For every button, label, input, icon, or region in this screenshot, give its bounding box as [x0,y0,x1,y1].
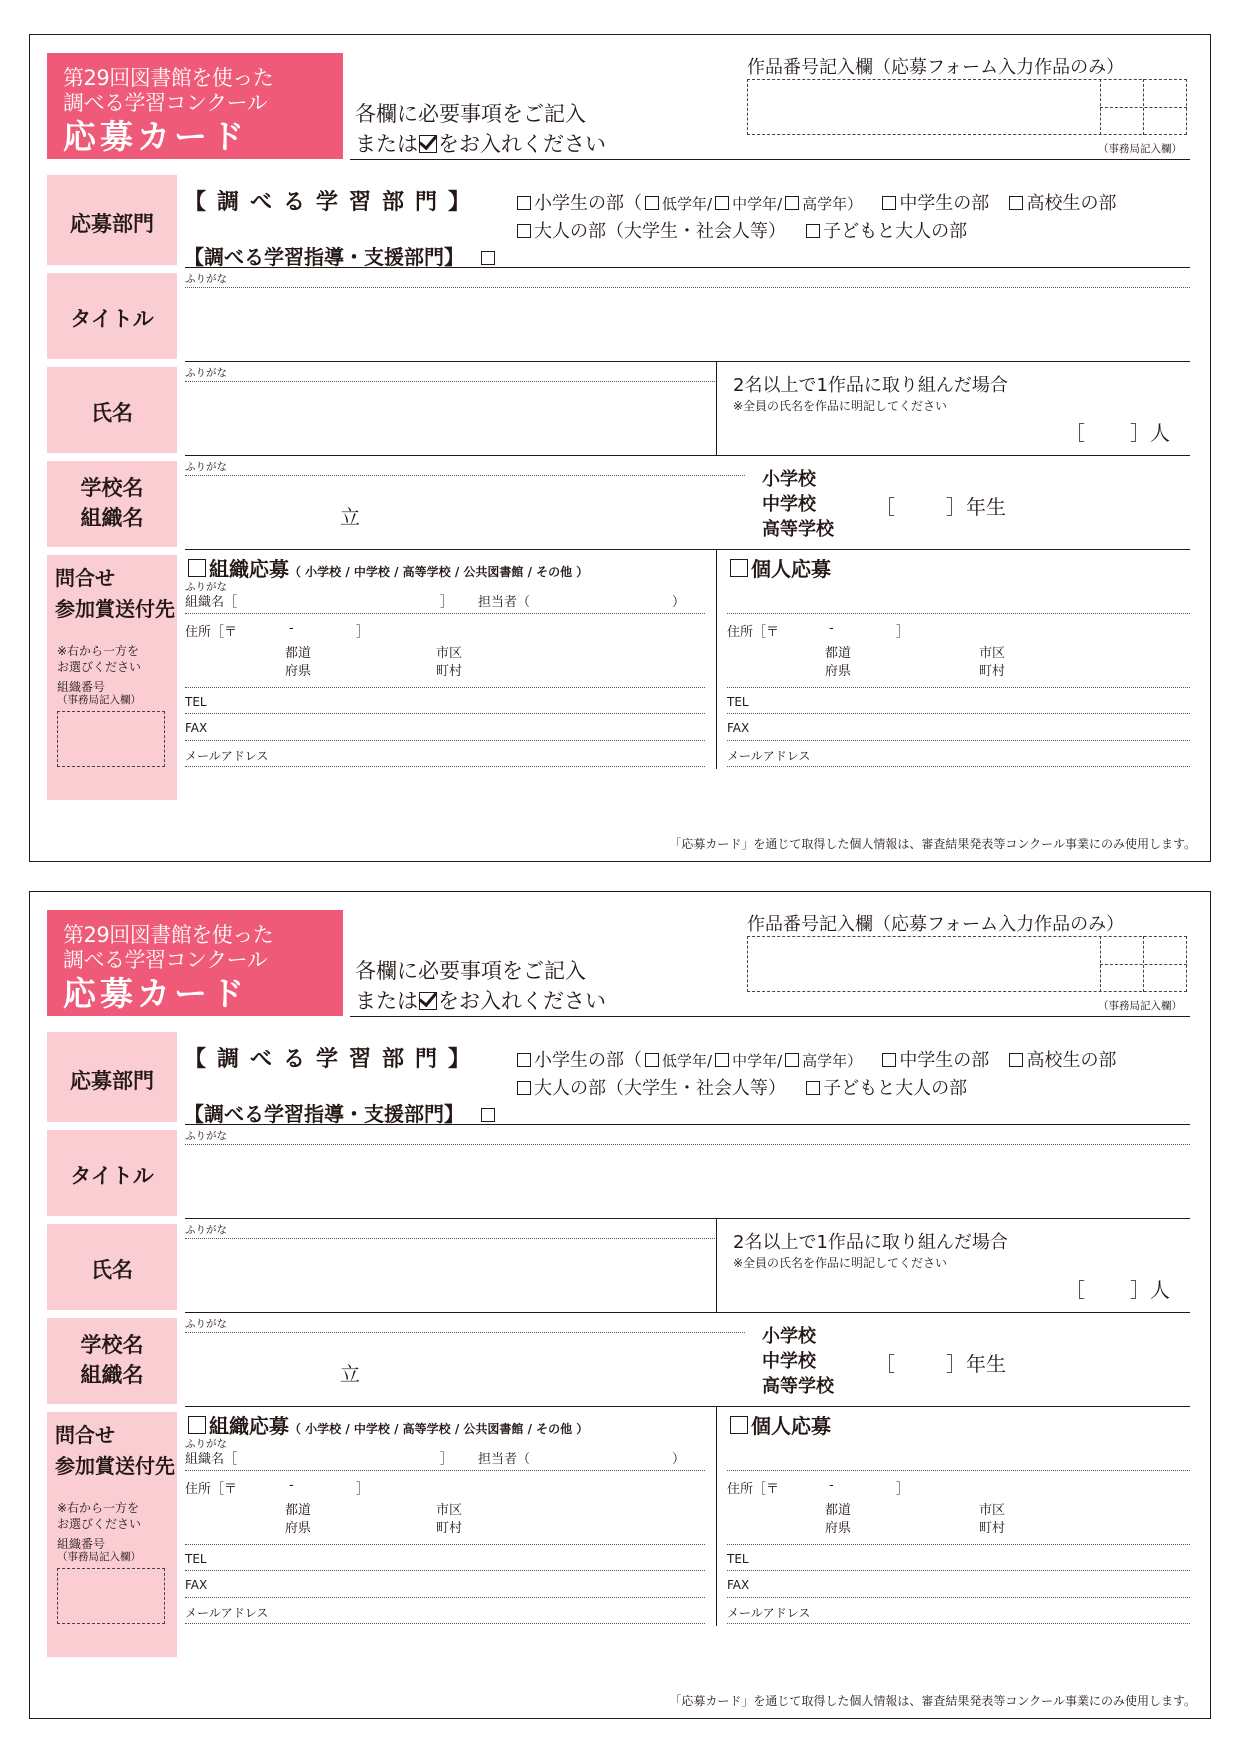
divider [185,1312,1190,1313]
org-line[interactable] [185,613,705,614]
divider [716,549,717,769]
checkmark-icon [419,135,437,153]
name-label: 氏名 [91,401,133,425]
high-school-label: 高校生の部 [1026,1050,1117,1071]
individual-todofuken [825,1502,851,1538]
individual-email-label: メールアドレス [727,1606,811,1620]
instruction-line1: 各欄に必要事項をご記入 [355,102,586,126]
contact-label [55,1420,175,1482]
individual-fax-label: FAX [727,721,750,735]
card-main-title: 応募カード [63,117,248,156]
contact-label-line1: 問合せ [55,1423,115,1447]
adult-checkbox[interactable] [517,1081,531,1095]
divider [185,361,1190,362]
divider [716,1406,717,1626]
name-furigana-line[interactable] [185,381,715,382]
org-line[interactable] [185,687,705,688]
division-options-row2 [514,1074,967,1100]
choose-note-line1: ※右から一方を [57,1501,140,1515]
org-shikuchouson [436,645,462,681]
support-dept-checkbox[interactable] [481,251,495,265]
individual-apply-heading-row [727,1410,831,1439]
division-options-row1 [514,1046,1116,1072]
instruction-pre: または [355,132,418,156]
org-line[interactable] [185,1544,705,1545]
lower-grade-label: 低学年/ [662,1052,713,1070]
org-line[interactable] [185,1570,705,1571]
divider [716,1218,717,1312]
school-furigana-label: ふりがな [185,1318,227,1330]
org-address-label [185,621,237,640]
elementary-checkbox[interactable] [517,1053,531,1067]
individual-address-label: 住所［〒 [727,625,780,640]
work-number-divider [1100,107,1187,108]
org-apply-checkbox[interactable] [188,1416,206,1434]
work-number-divider [1100,964,1187,965]
title-furigana-label: ふりがな [185,273,227,285]
org-number-label-line1: 組織番号 [57,680,106,694]
school-furigana-line[interactable] [185,1332,745,1333]
choose-note [57,643,141,675]
junior-high-checkbox[interactable] [882,196,896,210]
school-type-high-school: 高等学校 [762,519,834,540]
divider [350,159,1190,160]
title-label: タイトル [70,1164,154,1188]
contact-label [55,563,175,625]
instruction-line1: 各欄に必要事項をご記入 [355,959,586,983]
org-shiku: 市区 [436,646,463,661]
card-main-title: 応募カード [63,974,248,1013]
office-use-note: （事務局記入欄） [1098,143,1182,155]
org-line[interactable] [185,1470,705,1471]
instruction-pre: または [355,989,418,1013]
group-count-open: ［ [1065,421,1085,445]
org-name-label: 組織名［ [185,595,238,610]
group-heading: 2名以上で1作品に取り組んだ場合 [733,375,1008,396]
school-label-line2: 組織名 [80,506,144,530]
contact-label-line1: 問合せ [55,566,115,590]
high-school-checkbox[interactable] [1009,1053,1023,1067]
choose-note-line2: お選びください [57,660,142,674]
divider [185,549,1190,550]
upper-grade-label: 高学年） [802,195,863,213]
individual-fuken: 府県 [825,664,852,679]
person-label: 担当者（ [478,595,531,610]
org-apply-heading-row [185,553,588,582]
group-count-close: ］人 [1130,421,1170,445]
individual-address-label: 住所［〒 [727,1482,780,1497]
adult-label: 大人の部（大学生・社会人等） [534,1078,786,1099]
school-label-line2: 組織名 [80,1363,144,1387]
school-furigana-label: ふりがな [185,461,227,473]
school-types [762,467,834,542]
individual-shikuchouson [979,1502,1005,1538]
title-furigana-line[interactable] [185,287,1190,288]
application-card-1 [29,34,1211,862]
support-dept-row [184,1098,498,1127]
divider [185,455,1190,456]
divider [350,1016,1190,1017]
person-close: ） [672,595,686,610]
name-label: 氏名 [91,1258,133,1282]
divider [185,1218,1190,1219]
choose-note-line1: ※右から一方を [57,644,140,658]
org-email-label: メールアドレス [185,749,269,763]
name-furigana-label: ふりがな [185,1224,227,1236]
grade-open: ［ [875,495,895,519]
grade-close: ］年生 [946,1352,1006,1376]
contact-label-line2: 参加賞送付先 [55,1454,175,1478]
org-apply-types: （ 小学校 / 中学校 / 高等学校 / 公共図書館 / その他 ） [289,565,589,579]
individual-apply-heading-row [727,553,831,582]
divider [185,1124,1190,1125]
group-count-open: ［ [1065,1278,1085,1302]
individual-todo: 都道 [825,646,852,661]
elementary-label: 小学生の部（ [534,193,642,214]
lower-grade-label: 低学年/ [662,195,713,213]
org-email-label: メールアドレス [185,1606,269,1620]
individual-line[interactable] [727,1597,1190,1598]
school-type-junior-high: 中学校 [762,1351,816,1372]
individual-apply-checkbox[interactable] [730,559,748,577]
school-furigana-line[interactable] [185,475,745,476]
org-name-close: ］ [440,1452,454,1467]
school-label-line1: 学校名 [80,476,144,500]
grade-open: ［ [875,1352,895,1376]
contest-title-line1: 第29回図書館を使った [63,66,274,90]
person-close: ） [672,1452,686,1467]
school-type-junior-high: 中学校 [762,494,816,515]
individual-apply-heading: 個人応募 [751,1414,831,1438]
individual-tel-label: TEL [727,695,749,709]
individual-line[interactable] [727,613,1190,614]
middle-grade-label: 中学年/ [732,195,783,213]
individual-address-dash: - [829,1478,834,1493]
research-dept-label: 【調べる学習部門】 [184,190,482,215]
school-label [47,1330,177,1390]
child-adult-checkbox[interactable] [806,1081,820,1095]
org-number-label [57,681,141,707]
org-apply-checkbox[interactable] [188,559,206,577]
work-number-label: 作品番号記入欄（応募フォーム入力作品のみ） [747,914,1125,935]
adult-checkbox[interactable] [517,224,531,238]
child-adult-checkbox[interactable] [806,224,820,238]
support-dept-label: 【調べる学習指導・支援部門】 [184,245,464,269]
org-fax-label: FAX [185,721,208,735]
support-dept-checkbox[interactable] [481,1108,495,1122]
division-options-row1 [514,189,1116,215]
contest-title-line2: 調べる学習コンクール [63,948,268,972]
office-use-note: （事務局記入欄） [1098,1000,1182,1012]
individual-address-close: ］ [896,1482,910,1497]
org-address-dash: - [289,1478,294,1493]
middle-grade-checkbox[interactable] [715,1053,729,1067]
adult-label: 大人の部（大学生・社会人等） [534,221,786,242]
individual-email-label: メールアドレス [727,749,811,763]
upper-grade-checkbox[interactable] [785,1053,799,1067]
org-todo: 都道 [285,1503,312,1518]
org-address-dash: - [289,621,294,636]
individual-line[interactable] [727,1470,1190,1471]
individual-line[interactable] [727,766,1190,767]
org-apply-heading: 組織応募 [209,557,289,581]
privacy-footer: 「応募カード」を通じて取得した個人情報は、審査結果発表等コンクール事業にのみ使用します。 [669,1694,1196,1708]
individual-line[interactable] [727,713,1190,714]
org-number-label-line2: （事務局記入欄） [57,1551,141,1563]
individual-shiku: 市区 [979,646,1006,661]
school-label [47,473,177,533]
instructions [355,956,606,1016]
org-address-label [185,1478,237,1497]
org-apply-types: （ 小学校 / 中学校 / 高等学校 / 公共図書館 / その他 ） [289,1422,589,1436]
junior-high-checkbox[interactable] [882,1053,896,1067]
individual-line[interactable] [727,687,1190,688]
org-address-prefix: 住所［〒 [185,1482,238,1497]
upper-grade-checkbox[interactable] [785,196,799,210]
title-label: タイトル [70,307,154,331]
child-adult-label: 子どもと大人の部 [823,1078,968,1099]
school-type-elementary: 小学校 [762,469,816,490]
org-apply-heading-row [185,1410,588,1439]
org-fax-label: FAX [185,1578,208,1592]
elementary-checkbox[interactable] [517,196,531,210]
org-apply-heading: 組織応募 [209,1414,289,1438]
org-todo: 都道 [285,646,312,661]
individual-chouson: 町村 [979,664,1006,679]
divider [185,267,1190,268]
middle-grade-label: 中学年/ [732,1052,783,1070]
org-line[interactable] [185,713,705,714]
checkmark-icon [419,992,437,1010]
org-shiku: 市区 [436,1503,463,1518]
individual-fax-label: FAX [727,1578,750,1592]
individual-apply-checkbox[interactable] [730,1416,748,1434]
group-note: ※全員の氏名を作品に明記してください [733,1256,948,1270]
support-dept-label: 【調べる学習指導・支援部門】 [184,1102,464,1126]
org-chouson: 町村 [436,1521,463,1536]
org-address-close: ］ [356,625,370,640]
org-line[interactable] [185,766,705,767]
person-label: 担当者（ [478,1452,531,1467]
org-tel-label: TEL [185,1552,207,1566]
division-options-row2 [514,217,967,243]
individual-shikuchouson [979,645,1005,681]
group-note: ※全員の氏名を作品に明記してください [733,399,948,413]
title-furigana-line[interactable] [185,1144,1190,1145]
org-number-box[interactable] [57,711,165,767]
org-number-label [57,1538,141,1564]
individual-line[interactable] [727,740,1190,741]
org-number-label-line1: 組織番号 [57,1537,106,1551]
org-line[interactable] [185,740,705,741]
choose-note [57,1500,141,1532]
org-furigana-label: ふりがな [185,1438,227,1450]
school-type-high-school: 高等学校 [762,1376,834,1397]
middle-grade-checkbox[interactable] [715,196,729,210]
individual-chouson: 町村 [979,1521,1006,1536]
org-name-close: ］ [440,595,454,610]
grade-close: ］年生 [946,495,1006,519]
org-fuken: 府県 [285,664,312,679]
group-heading: 2名以上で1作品に取り組んだ場合 [733,1232,1008,1253]
school-types [762,1324,834,1399]
individual-tel-label: TEL [727,1552,749,1566]
org-todofuken [285,645,311,681]
individual-shiku: 市区 [979,1503,1006,1518]
individual-line[interactable] [727,1544,1190,1545]
junior-high-label: 中学生の部 [899,1050,990,1071]
name-furigana-label: ふりがな [185,367,227,379]
divider [716,361,717,455]
individual-fuken: 府県 [825,1521,852,1536]
org-shikuchouson [436,1502,462,1538]
support-dept-row [184,241,498,270]
group-count-close: ］人 [1130,1278,1170,1302]
card-title-block [47,53,343,159]
research-dept-label: 【調べる学習部門】 [184,1047,482,1072]
school-ritsu: 立 [340,505,360,529]
individual-apply-heading: 個人応募 [751,557,831,581]
contact-label-line2: 参加賞送付先 [55,597,175,621]
instruction-line2 [355,129,606,159]
division-label: 応募部門 [70,1069,154,1093]
lower-grade-checkbox[interactable] [645,196,659,210]
individual-line[interactable] [727,1623,1190,1624]
title-furigana-label: ふりがな [185,1130,227,1142]
instructions [355,99,606,159]
org-address-prefix: 住所［〒 [185,625,238,640]
instruction-post: をお入れください [438,132,606,156]
individual-todo: 都道 [825,1503,852,1518]
child-adult-label: 子どもと大人の部 [823,221,968,242]
individual-address-close: ］ [896,625,910,640]
school-type-elementary: 小学校 [762,1326,816,1347]
contest-title-line2: 調べる学習コンクール [63,91,268,115]
org-furigana-label: ふりがな [185,581,227,593]
individual-address-dash: - [829,621,834,636]
lower-grade-checkbox[interactable] [645,1053,659,1067]
work-number-label: 作品番号記入欄（応募フォーム入力作品のみ） [747,57,1125,78]
org-number-box[interactable] [57,1568,165,1624]
privacy-footer: 「応募カード」を通じて取得した個人情報は、審査結果発表等コンクール事業にのみ使用します。 [669,837,1196,851]
choose-note-line2: お選びください [57,1517,142,1531]
org-fuken: 府県 [285,1521,312,1536]
school-label-line1: 学校名 [80,1333,144,1357]
contest-title-line1: 第29回図書館を使った [63,923,274,947]
elementary-label: 小学生の部（ [534,1050,642,1071]
instruction-post: をお入れください [438,989,606,1013]
individual-todofuken [825,645,851,681]
high-school-label: 高校生の部 [1026,193,1117,214]
org-tel-label: TEL [185,695,207,709]
upper-grade-label: 高学年） [802,1052,863,1070]
org-address-close: ］ [356,1482,370,1497]
application-card-2 [29,891,1211,1719]
division-label: 応募部門 [70,212,154,236]
org-number-label-line2: （事務局記入欄） [57,694,141,706]
org-todofuken [285,1502,311,1538]
instruction-line2 [355,986,606,1016]
name-furigana-line[interactable] [185,1238,715,1239]
junior-high-label: 中学生の部 [899,193,990,214]
org-line[interactable] [185,1623,705,1624]
divider [185,1406,1190,1407]
school-ritsu: 立 [340,1362,360,1386]
org-chouson: 町村 [436,664,463,679]
org-name-label: 組織名［ [185,1452,238,1467]
org-line[interactable] [185,1597,705,1598]
card-title-block [47,910,343,1016]
high-school-checkbox[interactable] [1009,196,1023,210]
individual-line[interactable] [727,1570,1190,1571]
